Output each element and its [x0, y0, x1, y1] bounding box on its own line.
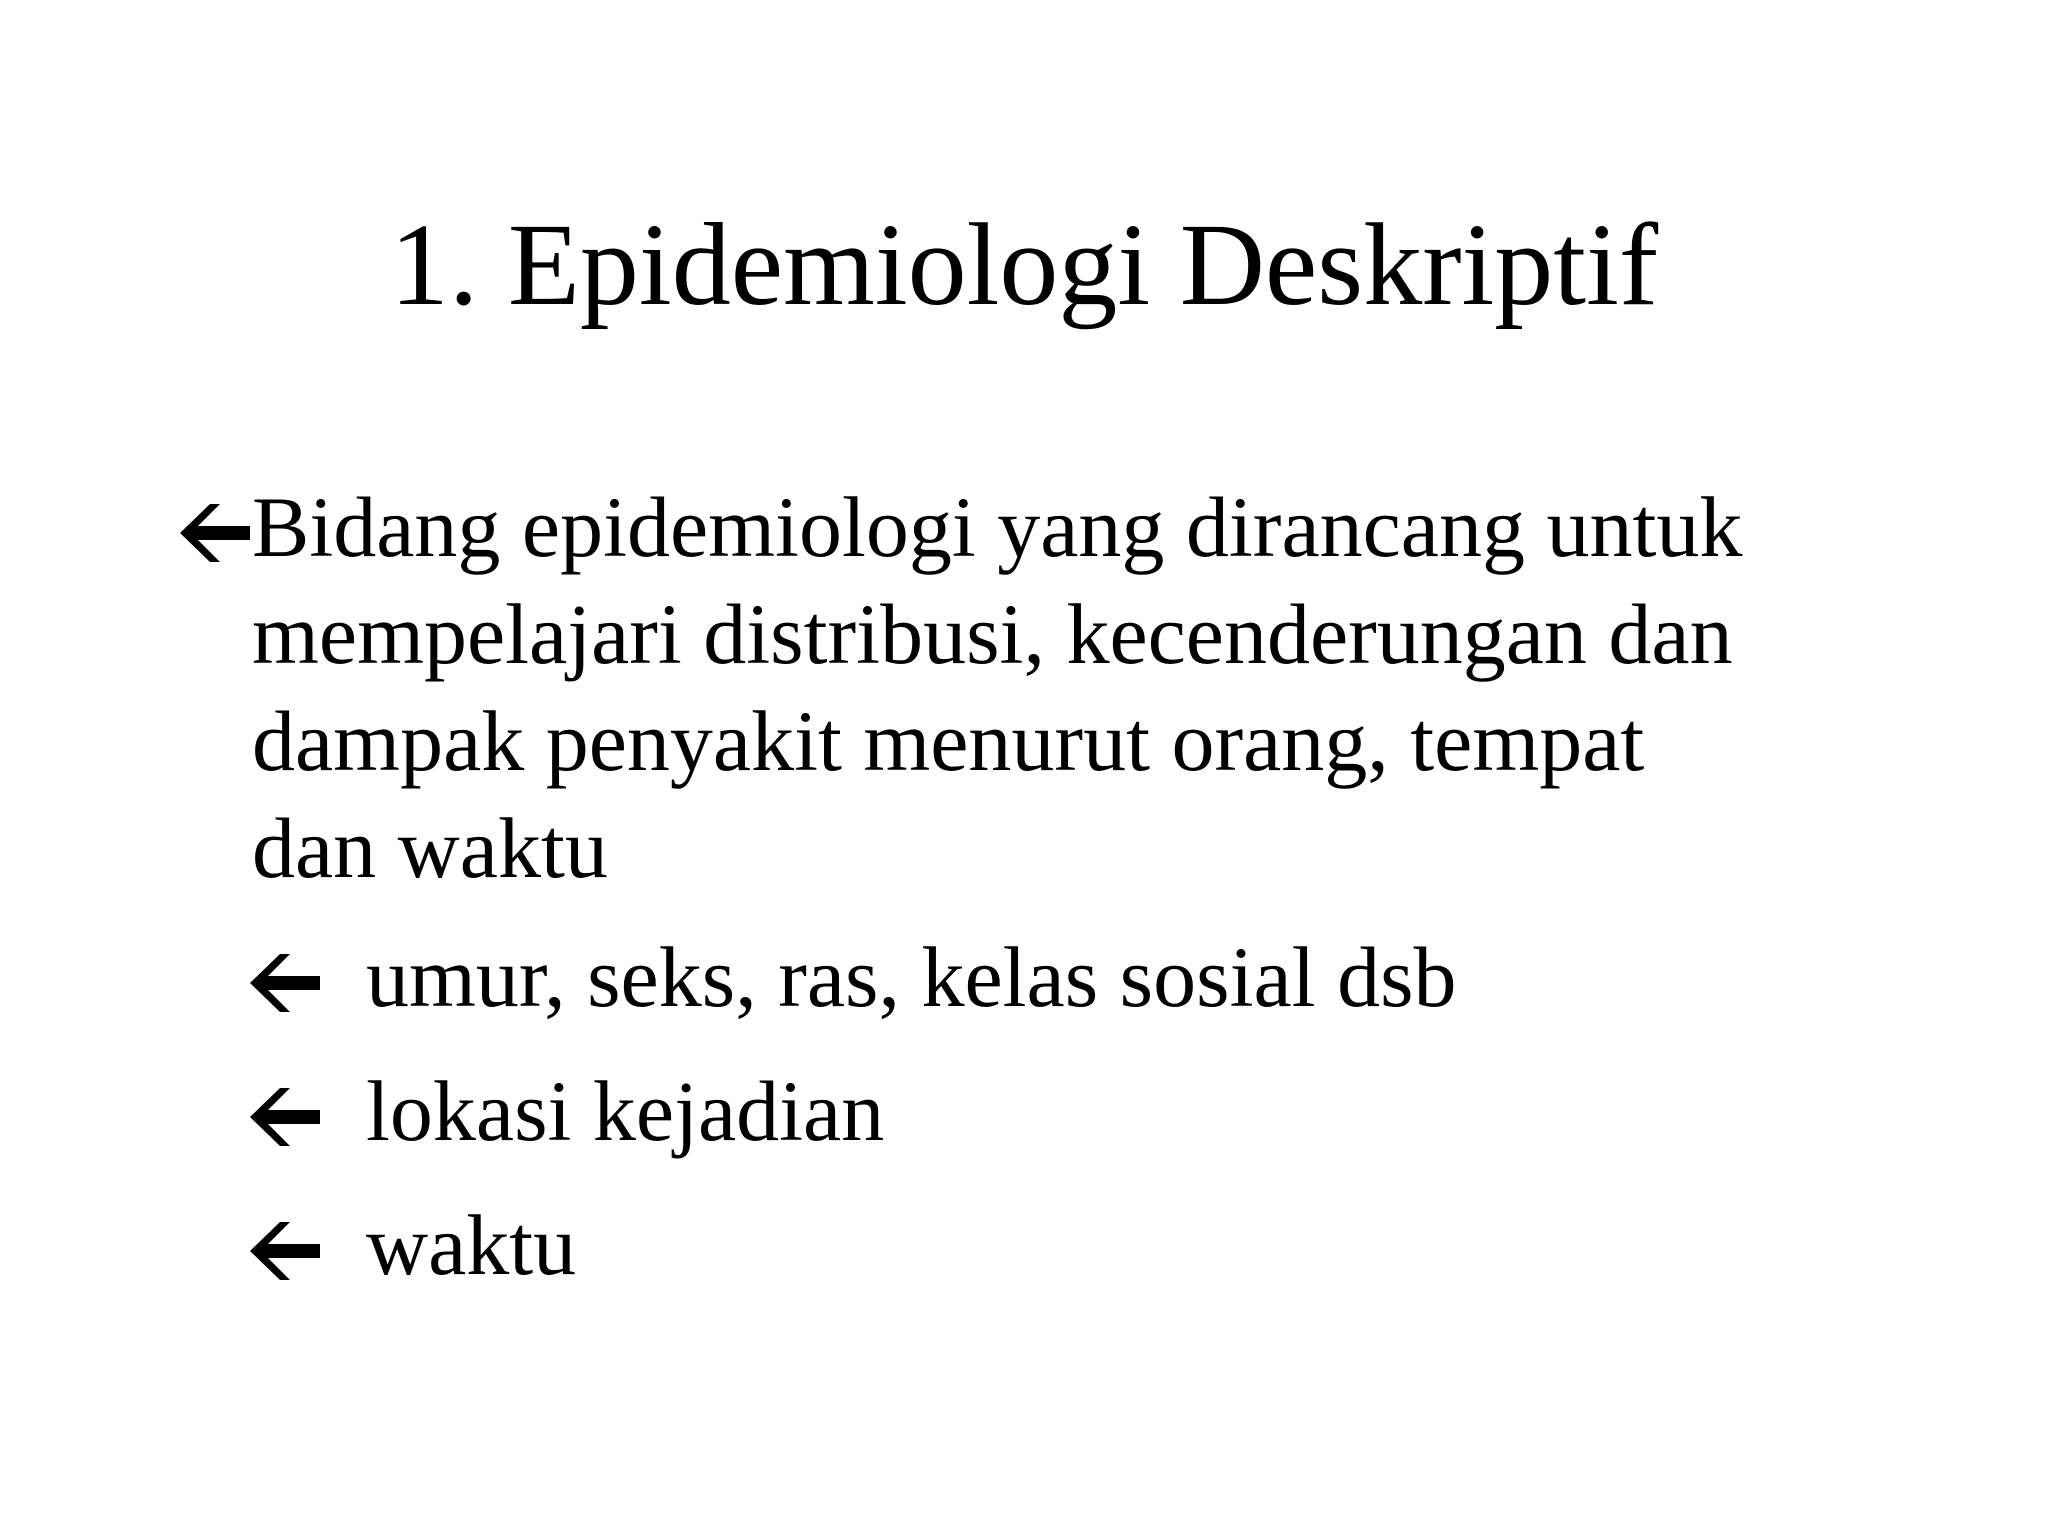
sub-bullet: [366, 1058, 884, 1165]
main-bullet-line: Bidang epidemiologi yang dirancang untuk: [252, 479, 1743, 575]
arrow-left-icon: [180, 504, 250, 562]
main-bullet-line: dan waktu: [252, 800, 608, 896]
sub-bullet-text: waktu: [366, 1197, 577, 1293]
main-bullet: [252, 474, 1952, 902]
sub-bullet: [366, 924, 1457, 1031]
sub-bullet-text: umur, seks, ras, kelas sosial dsb: [366, 929, 1457, 1025]
main-bullet-line: mempelajari distribusi, kecenderungan dan: [252, 586, 1733, 682]
arrow-left-icon: [250, 1088, 320, 1146]
slide-title: 1. Epidemiologi Deskriptif: [389, 199, 1659, 330]
arrow-left-icon: [250, 1222, 320, 1280]
sub-bullet-text: lokasi kejadian: [366, 1063, 885, 1159]
main-bullet-line: dampak penyakit menurut orang, tempat: [252, 693, 1645, 789]
arrow-left-icon: [250, 954, 320, 1012]
sub-bullet: [366, 1192, 576, 1299]
